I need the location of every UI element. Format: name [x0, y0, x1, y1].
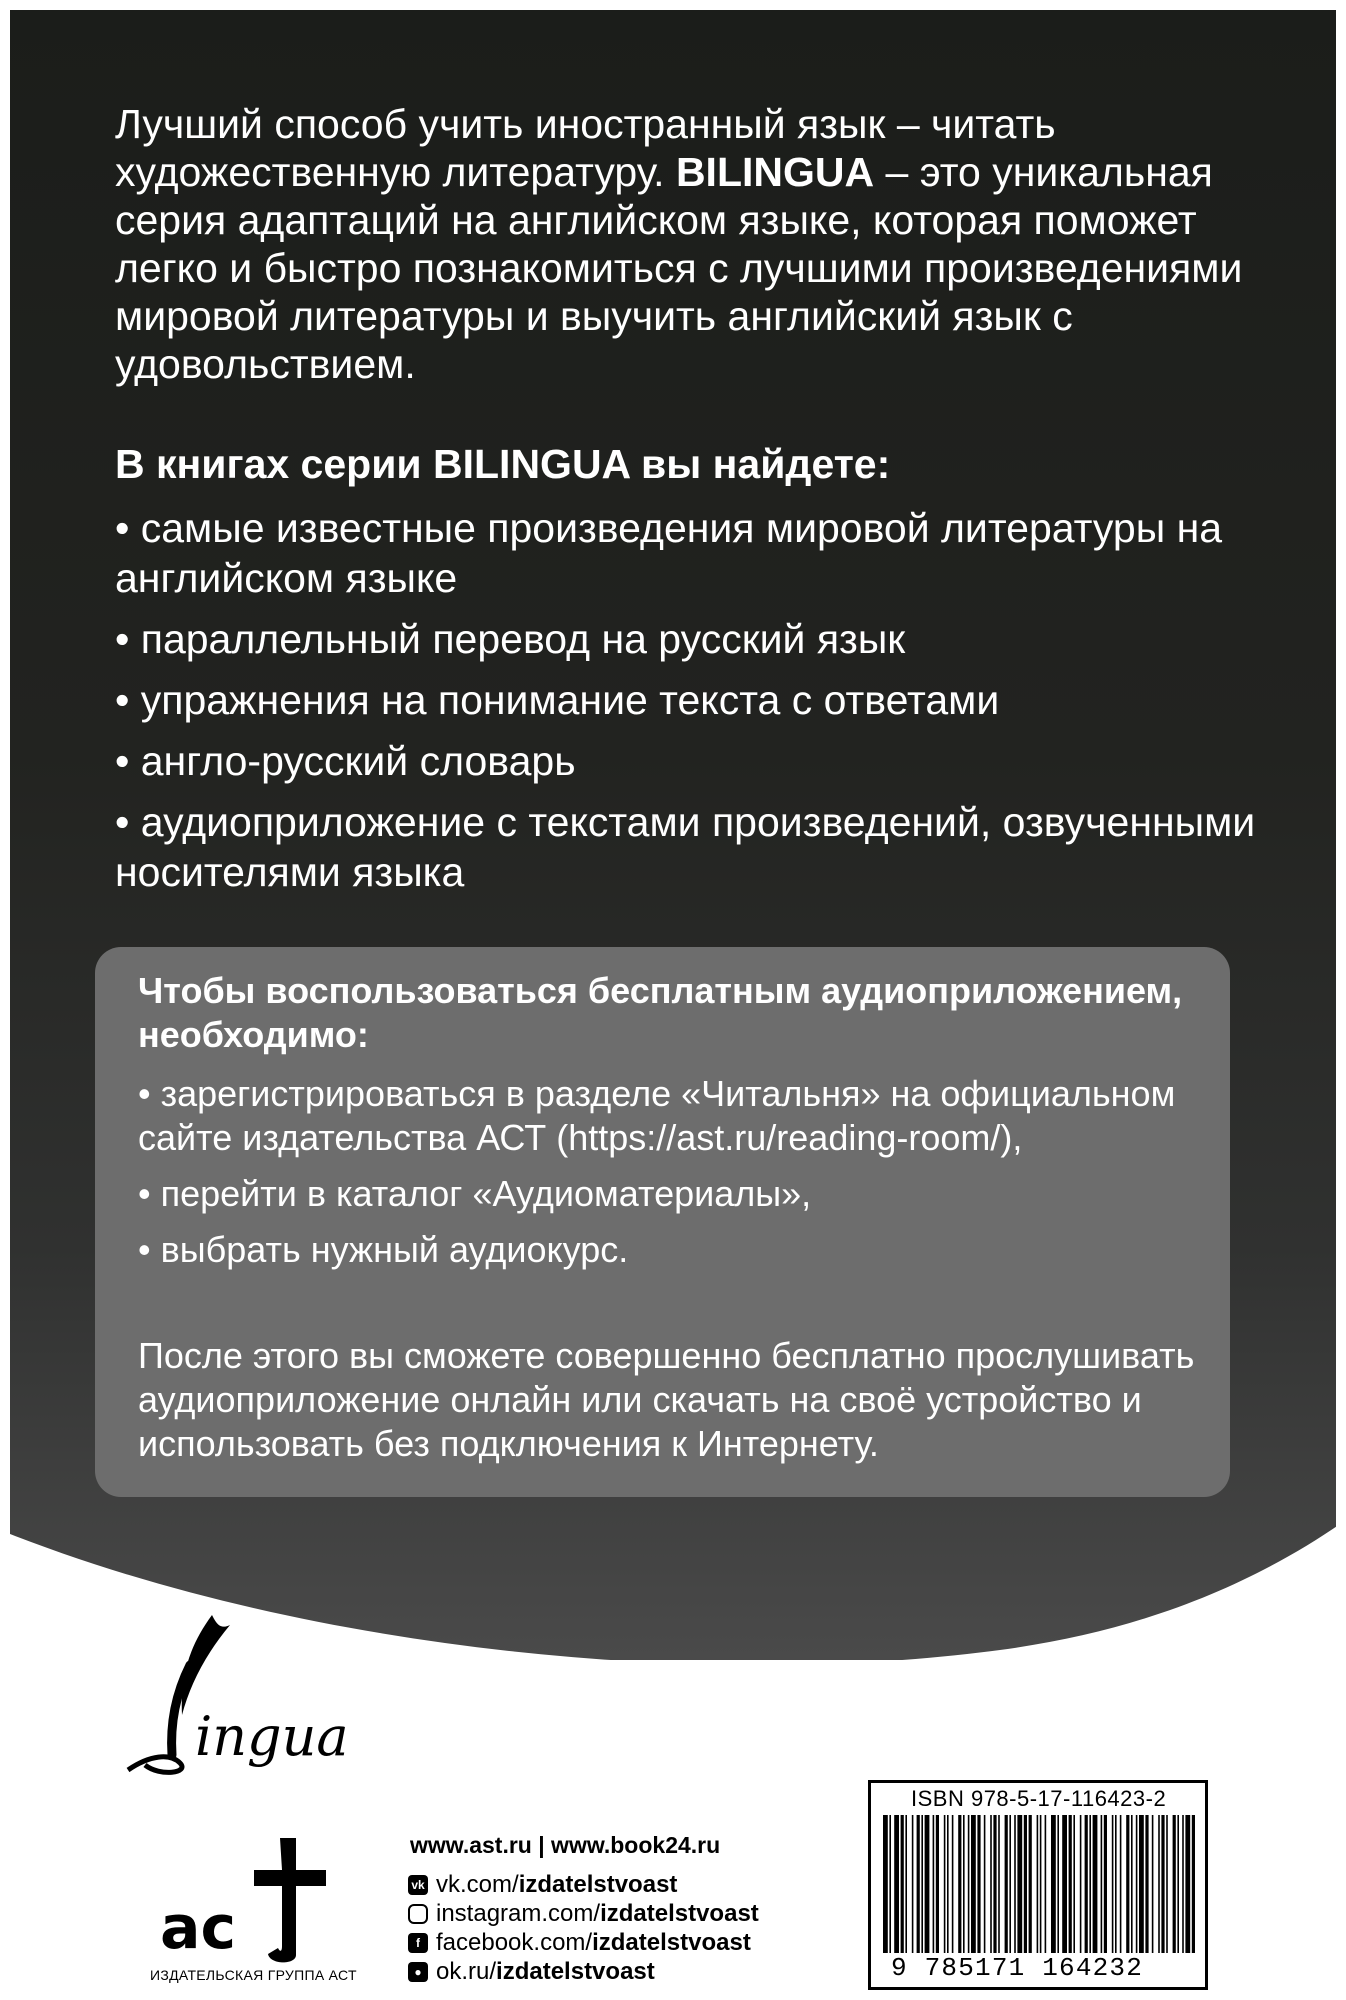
social-link-instagram[interactable]: instagram.com/ izdatelstvoast	[408, 1899, 759, 1928]
audio-info-title: Чтобы воспользоваться бесплатным аудиоприложением, необходимо:	[138, 970, 1183, 1055]
barcode-bar	[1131, 1815, 1133, 1953]
social-link-facebook[interactable]: f facebook.com/ izdatelstvoast	[408, 1928, 759, 1957]
barcode-bar	[936, 1815, 939, 1953]
isbn-barcode	[868, 1780, 1208, 1990]
barcode-bar	[901, 1815, 904, 1953]
barcode-bar	[1029, 1815, 1032, 1953]
barcode-bar	[1014, 1815, 1016, 1953]
instagram-icon	[408, 1904, 428, 1924]
barcode-bar	[883, 1815, 888, 1953]
odnoklassniki-icon: ●	[408, 1962, 428, 1982]
barcode-bar	[1166, 1815, 1168, 1953]
barcode-bar	[1040, 1815, 1042, 1953]
intro-paragraph: Лучший способ учить иностранный язык – читать художественную литературу. BILINGUA – это уникальная серия адаптаций на английском языке, которая поможет легко и быстро познакомиться с лучшими произведениями мировой литературы и выучить английский язык с удовольствием.	[115, 101, 1243, 387]
barcode-bar	[947, 1815, 949, 1953]
barcode-bar	[1185, 1815, 1190, 1953]
barcode-bar	[1037, 1815, 1039, 1953]
list-item: • выбрать нужный аудиокурс.	[138, 1229, 629, 1270]
barcode-bar	[1005, 1815, 1008, 1953]
barcode-bar	[1152, 1815, 1154, 1953]
list-item: • англо-русский словарь	[115, 738, 576, 784]
barcode-bar	[993, 1815, 996, 1953]
features-list	[115, 503, 1275, 908]
barcode-bars	[879, 1815, 1197, 1953]
barcode-bar	[1126, 1815, 1129, 1953]
barcode-bar	[1069, 1815, 1072, 1953]
features-title: В книгах серии BILINGUA вы найдете:	[115, 441, 891, 487]
barcode-bar	[1085, 1815, 1088, 1953]
facebook-icon: f	[408, 1933, 428, 1953]
barcode-bar	[990, 1815, 992, 1953]
barcode-bar	[963, 1815, 965, 1953]
list-item: • параллельный перевод на русский язык	[115, 616, 906, 662]
barcode-bar	[912, 1815, 914, 1953]
barcode-bar	[1045, 1815, 1047, 1953]
barcode-bar	[1136, 1815, 1138, 1953]
barcode-bar	[1173, 1815, 1176, 1953]
barcode-bar	[952, 1815, 954, 1953]
barcode-bar	[1009, 1815, 1011, 1953]
website-links[interactable]: www.ast.ru | www.book24.ru	[410, 1832, 721, 1858]
barcode-bar	[1051, 1815, 1056, 1953]
publisher-caption: ИЗДАТЕЛЬСКАЯ ГРУППА АСТ	[150, 1967, 357, 1983]
list-item: • самые известные произведения мировой литературы на английском языке	[115, 505, 1223, 601]
social-link-ok[interactable]: ● ok.ru/ izdatelstvoast	[408, 1957, 759, 1986]
audio-info-box	[95, 947, 1230, 1497]
barcode-bar	[1017, 1815, 1022, 1953]
barcode-bar	[1192, 1815, 1195, 1953]
barcode-bar	[977, 1815, 980, 1953]
barcode-bar	[1177, 1815, 1179, 1953]
vk-icon: vk	[408, 1875, 428, 1895]
barcode-bar	[1104, 1815, 1107, 1953]
brand-name: BILINGUA	[675, 149, 875, 195]
barcode-bar	[968, 1815, 970, 1953]
list-item: • перейти в каталог «Аудиоматериалы»,	[138, 1173, 812, 1214]
barcode-bar	[889, 1815, 891, 1953]
barcode-bar	[921, 1815, 923, 1953]
svg-text:ac: ac	[160, 1893, 237, 1963]
barcode-bar	[1120, 1815, 1122, 1953]
barcode-bar	[1093, 1815, 1098, 1953]
barcode-bar	[1112, 1815, 1114, 1953]
barcode-bar	[1101, 1815, 1103, 1953]
ast-logo	[150, 1830, 350, 1970]
barcode-bar	[1057, 1815, 1059, 1953]
audio-info-note: После этого вы сможете совершенно бесплатно прослушивать аудиоприложение онлайн или скачать на своё устройство и использовать без подключения к Интернету.	[138, 1335, 1195, 1464]
barcode-bar	[917, 1815, 920, 1953]
barcode-bar	[984, 1815, 986, 1953]
barcode-bar	[933, 1815, 935, 1953]
barcode-bar	[1073, 1815, 1075, 1953]
barcode-bar	[894, 1815, 899, 1953]
social-link-vk[interactable]: vk vk.com/ izdatelstvoast	[408, 1870, 759, 1899]
barcode-bar	[925, 1815, 930, 1953]
barcode-bar	[1139, 1815, 1144, 1953]
isbn-label: ISBN 978-5-17-116423-2	[911, 1786, 1167, 1811]
barcode-bar	[1158, 1815, 1160, 1953]
social-links	[408, 1870, 759, 1986]
barcode-digits: 9 785171 164232	[891, 1953, 1144, 1983]
barcode-bar	[1161, 1815, 1164, 1953]
barcode-bar	[905, 1815, 907, 1953]
barcode-bar	[1080, 1815, 1082, 1953]
barcode-bar	[1062, 1815, 1067, 1953]
svg-text:ingua: ingua	[195, 1705, 349, 1768]
audio-steps-list	[138, 1072, 1208, 1284]
barcode-bar	[971, 1815, 976, 1953]
barcode-bar	[1145, 1815, 1148, 1953]
barcode-bar	[944, 1815, 946, 1953]
list-item: • упражнения на понимание текста с ответами	[115, 677, 1000, 723]
barcode-bar	[958, 1815, 961, 1953]
list-item: • аудиоприложение с текстами произведений, озвученными носителями языка	[115, 799, 1256, 895]
barcode-bar	[1182, 1815, 1184, 1953]
barcode-bar	[998, 1815, 1000, 1953]
barcode-bar	[1089, 1815, 1091, 1953]
list-item: • зарегистрироваться в разделе «Читальня» на официальном сайте издательства АСТ (https://ast.ru/reading-room/),	[138, 1073, 1176, 1158]
barcode-bar	[1024, 1815, 1027, 1953]
barcode-bar	[1115, 1815, 1117, 1953]
lingua-logo	[120, 1605, 370, 1785]
